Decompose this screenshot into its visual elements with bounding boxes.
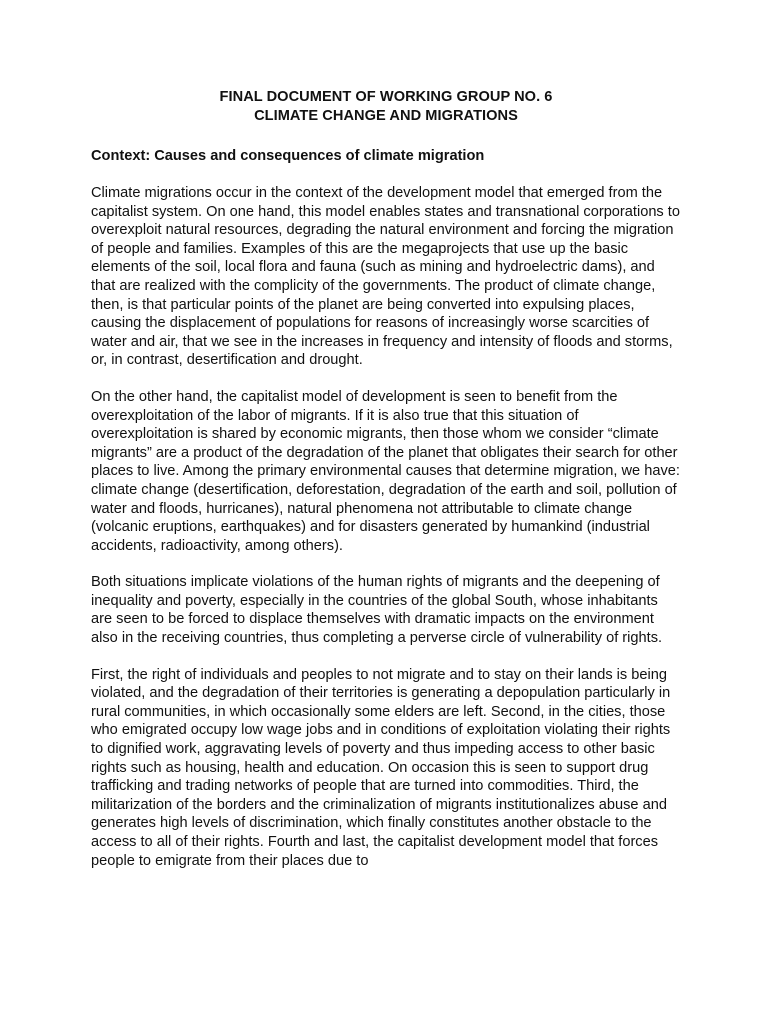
paragraph-2: On the other hand, the capitalist model of development is seen to benefit from the overexploitation of the labor of migrants. If it is also true that this situation of overexploitation is shared by economic migrants, then those whom we consider “climate migrants” are a product of the degradation of the planet that obligates their search for other places to live. Among the primary environmental causes that determine migration, we have: climate change (desertification, deforestation, degradation of the earth and soil, pollution of water and floods, hurricanes), natural phenomena not attributable to climate change (volcanic eruptions, earthquakes) and for disasters generated by humankind (industrial accidents, radioactivity, among others). <box>91 388 680 554</box>
paragraph-1: Climate migrations occur in the context of the development model that emerged from the capitalist system. On one hand, this model enables states and transnational corporations to overexploit natural resources, degrading the natural environment and forcing the migration of people and families. Examples of this are the megaprojects that use up the basic elements of the soil, local flora and fauna (such as mining and hydroelectric dams), and that are realized with the complicity of the governments. The product of climate change, then, is that particular points of the planet are being converted into expulsing places, causing the displacement of populations for reasons of increasingly worse scarcities of water and air, that we see in the increases in frequency and intensity of floods and storms, or, in contrast, desertification and drought. <box>91 185 680 369</box>
paragraph-4: First, the right of individuals and peoples to not migrate and to stay on their lands is being violated, and the degradation of their territories is generating a depopulation particularly in rural communities, in which occasionally some elders are left. Second, in the cities, those who emigrated occupy low wage jobs and in conditions of exploitation violating their rights to dignified work, aggravating levels of poverty and thus impeding access to other basic rights such as housing, health and education. On occasion this is seen to support drug trafficking and trading networks of people that are turned into commodities. Third, the militarization of the borders and the criminalization of migrants institutionalizes abuse and generates high levels of discrimination, which finally constitutes another obstacle to the access to all of their rights. Fourth and last, the capitalist development model that forces people to emigrate from their places due to <box>91 666 671 869</box>
document-title-line-2: CLIMATE CHANGE AND MIGRATIONS <box>254 108 518 124</box>
document-title-line-1: FINAL DOCUMENT OF WORKING GROUP NO. 6 <box>219 89 553 105</box>
document-body <box>91 88 681 870</box>
paragraph-3: Both situations implicate violations of the human rights of migrants and the deepening of inequality and poverty, especially in the countries of the global South, whose inhabitants are seen to be forced to displace themselves with dramatic impacts on the environment also in the receiving countries, thus completing a perverse circle of vulnerability of rights. <box>91 574 663 647</box>
section-heading: Context: Causes and consequences of climate migration <box>91 148 485 164</box>
